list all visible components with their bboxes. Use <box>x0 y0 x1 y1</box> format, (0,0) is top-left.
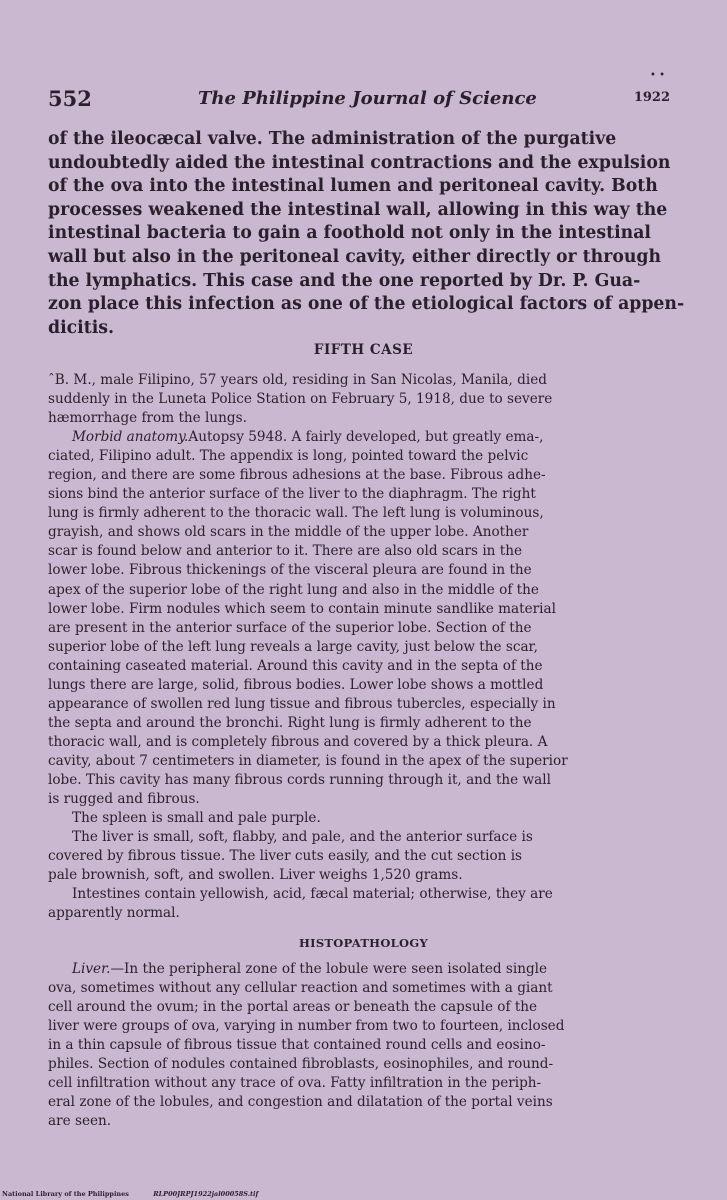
text-line: dicitis. <box>48 317 115 338</box>
text-line: of the ova into the intestinal lumen and peritoneal cavity. Both <box>48 176 658 197</box>
running-header <box>48 86 670 114</box>
text-line: is rugged and fibrous. <box>48 791 200 808</box>
text-line: grayish, and shows old scars in the middle of the upper lobe. Another <box>48 524 529 541</box>
scan-footer <box>2 1190 258 1198</box>
text-line: zon place this infection as one of the etiological factors of appen- <box>48 294 685 315</box>
text-line: undoubtedly aided the intestinal contractions and the expulsion <box>48 152 671 173</box>
text-line: scar is found below and anterior to it. There are also old scars in the <box>48 543 523 560</box>
year: 1922 <box>633 90 670 105</box>
text-line: cell infiltration without any trace of ova. Fatty infiltration in the periph- <box>48 1075 542 1092</box>
text-line: in a thin capsule of fibrous tissue that contained round cells and eosino- <box>48 1037 546 1054</box>
text-line: processes weakened the intestinal wall, allowing in this way the <box>48 199 668 220</box>
text-line: The spleen is small and pale purple. <box>72 810 321 827</box>
text-line: Intestines contain yellowish, acid, fæcal material; otherwise, they are <box>72 886 553 903</box>
text-line: of the ileocæcal valve. The administration of the purgative <box>48 129 617 149</box>
text-line: eral zone of the lobules, and congestion and dilatation of the portal veins <box>48 1094 553 1111</box>
section-heading-fifth-case: FIFTH CASE <box>313 342 414 358</box>
text-line: the septa and around the bronchi. Right lung is firmly adherent to the <box>48 714 532 731</box>
text-line: lower lobe. Firm nodules which seem to contain minute sandlike material <box>48 600 556 617</box>
histopathology-paragraph <box>48 960 684 1131</box>
text-line: containing caseated material. Around this cavity and in the septa of the <box>48 657 543 674</box>
text-line: lobe. This cavity has many fibrous cords running through it, and the wall <box>48 771 551 788</box>
file-id: RLP00JRPJ1922jal00058S.tif <box>153 1190 259 1198</box>
intro-paragraph <box>48 128 684 340</box>
text-fragment: Autopsy 5948. A fairly developed, but greatly ema-, <box>188 429 544 446</box>
text-line: philes. Section of nodules contained fibroblasts, eosinophiles, and round- <box>48 1056 554 1073</box>
text-line: region, and there are some fibrous adhesions at the base. Fibrous adhe- <box>48 467 546 484</box>
text-line: ˆB. M., male Filipino, 57 years old, residing in San Nicolas, Manila, died <box>48 372 547 388</box>
text-line: are seen. <box>48 1113 112 1130</box>
page-number: 552 <box>48 86 92 111</box>
text-line: ova, sometimes without any cellular reaction and sometimes with a giant <box>48 980 553 997</box>
text-line: hæmorrhage from the lungs. <box>48 410 247 427</box>
morbid-anatomy-label: Morbid anatomy. <box>72 429 189 446</box>
text-line: lungs there are large, solid, fibrous bodies. Lower lobe shows a mottled <box>48 676 544 693</box>
print-specks: • • <box>650 70 665 81</box>
text-line: intestinal bacteria to gain a foothold not only in the intestinal <box>48 223 651 244</box>
text-line: suddenly in the Luneta Police Station on February 5, 1918, due to severe <box>48 391 553 408</box>
text-line-morbid <box>48 428 684 447</box>
text-line: covered by fibrous tissue. The liver cuts easily, and the cut section is <box>48 848 523 865</box>
text-line: apparently normal. <box>48 905 180 922</box>
liver-label: Liver. <box>72 961 111 977</box>
library-name: National Library of the Philippines <box>2 1190 129 1198</box>
text-line: liver were groups of ova, varying in number from two to fourteen, inclosed <box>48 1018 565 1035</box>
journal-title: The Philippine Journal of Science <box>198 88 537 109</box>
text-line: are present in the anterior surface of the superior lobe. Section of the <box>48 619 532 636</box>
text-line: lung is firmly adherent to the thoracic wall. The left lung is voluminous, <box>48 505 544 522</box>
text-line: the lymphatics. This case and the one reported by Dr. P. Gua- <box>48 270 641 291</box>
text-line: ciated, Filipino adult. The appendix is long, pointed toward the pelvic <box>48 448 529 465</box>
text-line: sions bind the anterior surface of the liver to the diaphragm. The right <box>48 486 536 503</box>
section-heading-histopathology: HISTOPATHOLOGY <box>298 936 428 950</box>
text-line-liver <box>48 960 684 979</box>
text-line: superior lobe of the left lung reveals a large cavity, just below the scar, <box>48 638 538 655</box>
text-line: wall but also in the peritoneal cavity, either directly or through <box>48 246 662 267</box>
text-line: pale brownish, soft, and swollen. Liver weighs 1,520 grams. <box>48 867 463 884</box>
text-line: apex of the superior lobe of the right lung and also in the middle of the <box>48 581 539 598</box>
text-line: The liver is small, soft, flabby, and pale, and the anterior surface is <box>72 829 533 846</box>
text-fragment: —In the peripheral zone of the lobule were seen isolated single <box>110 961 548 977</box>
text-line: cell around the ovum; in the portal areas or beneath the capsule of the <box>48 999 538 1016</box>
text-line: appearance of swollen red lung tissue and fibrous tubercles, especially in <box>48 695 556 712</box>
case-report <box>48 371 684 923</box>
text-line: thoracic wall, and is completely fibrous and covered by a thick pleura. A <box>48 733 548 750</box>
text-line: cavity, about 7 centimeters in diameter, is found in the apex of the superior <box>48 752 568 769</box>
text-line: lower lobe. Fibrous thickenings of the visceral pleura are found in the <box>48 562 532 579</box>
